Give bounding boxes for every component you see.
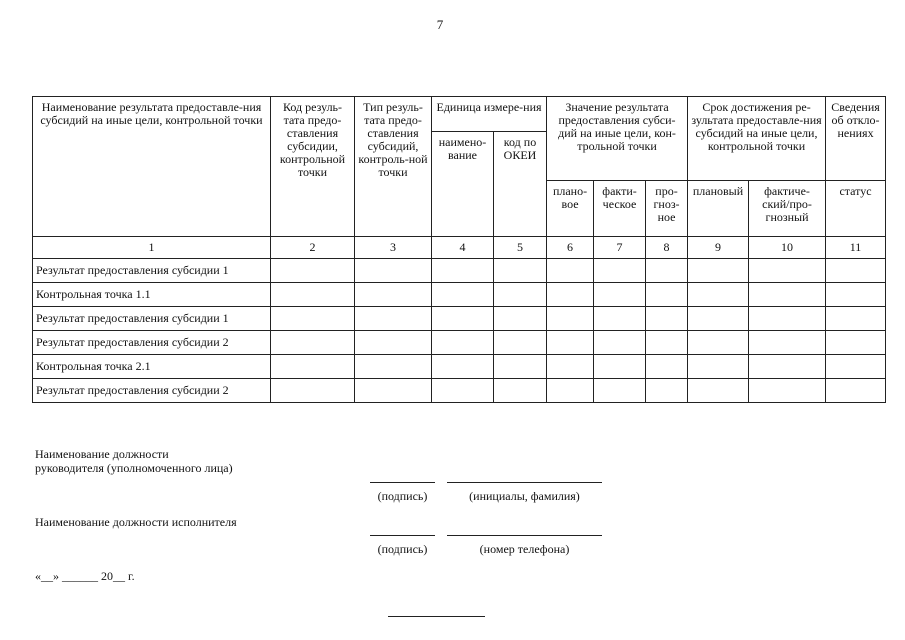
- table-cell[interactable]: [749, 379, 826, 403]
- table-cell[interactable]: [688, 331, 749, 355]
- header-deviation-group: Сведения об откло-нениях: [826, 97, 886, 181]
- table-cell[interactable]: [432, 355, 494, 379]
- row-label: Результат предоставления субсидии 2: [33, 379, 271, 403]
- header-value-actual: факти-ческое: [594, 181, 646, 237]
- header-deadline-planned: плановый: [688, 181, 749, 237]
- table-row: [33, 259, 886, 283]
- table-cell[interactable]: [749, 331, 826, 355]
- table-cell[interactable]: [826, 283, 886, 307]
- table-cell[interactable]: [688, 283, 749, 307]
- table-cell[interactable]: [547, 283, 594, 307]
- table-row: [33, 355, 886, 379]
- footer-separator: [388, 616, 485, 617]
- table-cell[interactable]: [688, 307, 749, 331]
- table-cell[interactable]: [432, 379, 494, 403]
- header-result-type: Тип резуль-тата предо-ставления субсидий, контроль-ной точки: [355, 97, 432, 237]
- date-line[interactable]: «__» ______ 20__ г.: [35, 569, 135, 583]
- table-cell[interactable]: [271, 283, 355, 307]
- table-cell[interactable]: [271, 259, 355, 283]
- head-position-label: [35, 447, 233, 475]
- header-unit-group: Единица измере-ния: [432, 97, 547, 132]
- table-row: [33, 283, 886, 307]
- executor-signature-caption: (подпись): [377, 542, 428, 556]
- row-label: Результат предоставления субсидии 1: [33, 307, 271, 331]
- table-cell[interactable]: [688, 379, 749, 403]
- table-cell[interactable]: [646, 355, 688, 379]
- table-cell[interactable]: [355, 379, 432, 403]
- table-cell[interactable]: [355, 331, 432, 355]
- head-position-line1: Наименование должности: [35, 447, 169, 461]
- table-cell[interactable]: [826, 307, 886, 331]
- table-cell[interactable]: [432, 259, 494, 283]
- table-cell[interactable]: [826, 355, 886, 379]
- header-deviation-status: статус: [826, 181, 886, 237]
- table-cell[interactable]: [749, 355, 826, 379]
- table-cell[interactable]: [749, 307, 826, 331]
- header-deadline-group: Срок достижения ре-зультата предоставле-ния субсидий на иные цели, контрольной точки: [688, 97, 826, 181]
- column-number: 8: [646, 237, 688, 259]
- row-label: Контрольная точка 2.1: [33, 355, 271, 379]
- column-number: 1: [33, 237, 271, 259]
- column-number: 11: [826, 237, 886, 259]
- table-cell[interactable]: [594, 307, 646, 331]
- header-unit-okei: код по ОКЕИ: [494, 132, 547, 237]
- row-label: Контрольная точка 1.1: [33, 283, 271, 307]
- table-cell[interactable]: [355, 283, 432, 307]
- table-cell[interactable]: [646, 259, 688, 283]
- table-cell[interactable]: [594, 259, 646, 283]
- executor-position-label: Наименование должности исполнителя: [35, 515, 237, 529]
- header-unit-name: наимено-вание: [432, 132, 494, 237]
- table-cell[interactable]: [547, 379, 594, 403]
- table-cell[interactable]: [594, 331, 646, 355]
- table-cell[interactable]: [594, 355, 646, 379]
- table-cell[interactable]: [547, 307, 594, 331]
- executor-phone-line[interactable]: [447, 535, 602, 536]
- page-number: 7: [436, 17, 444, 32]
- executor-phone-caption: (номер телефона): [479, 542, 570, 556]
- table-cell[interactable]: [826, 259, 886, 283]
- header-deadline-actual: фактиче-ский/про-гнозный: [749, 181, 826, 237]
- table-cell[interactable]: [826, 331, 886, 355]
- column-number: 5: [494, 237, 547, 259]
- table-cell[interactable]: [494, 259, 547, 283]
- column-number: 6: [547, 237, 594, 259]
- head-signature-caption: (подпись): [377, 489, 428, 503]
- table-cell[interactable]: [594, 379, 646, 403]
- table-cell[interactable]: [547, 331, 594, 355]
- table-row: [33, 379, 886, 403]
- row-label: Результат предоставления субсидии 1: [33, 259, 271, 283]
- table-cell[interactable]: [432, 283, 494, 307]
- header-value-planned: плано-вое: [547, 181, 594, 237]
- table-cell[interactable]: [271, 331, 355, 355]
- table-cell[interactable]: [494, 355, 547, 379]
- table-cell[interactable]: [547, 259, 594, 283]
- table-cell[interactable]: [355, 307, 432, 331]
- table-cell[interactable]: [271, 307, 355, 331]
- column-number: 9: [688, 237, 749, 259]
- column-number: 2: [271, 237, 355, 259]
- column-number: 7: [594, 237, 646, 259]
- head-name-caption: (инициалы, фамилия): [469, 489, 580, 503]
- table-cell[interactable]: [494, 283, 547, 307]
- column-number: 10: [749, 237, 826, 259]
- column-number: 4: [432, 237, 494, 259]
- table-cell[interactable]: [494, 379, 547, 403]
- table-cell[interactable]: [432, 331, 494, 355]
- table-cell[interactable]: [271, 379, 355, 403]
- header-result-code: Код резуль-тата предо-ставления субсидии, контрольной точки: [271, 97, 355, 237]
- report-table: [32, 96, 886, 403]
- table-cell[interactable]: [688, 355, 749, 379]
- table-cell[interactable]: [432, 307, 494, 331]
- table-cell[interactable]: [271, 355, 355, 379]
- table-row: [33, 331, 886, 355]
- row-label: Результат предоставления субсидии 2: [33, 331, 271, 355]
- table-cell[interactable]: [494, 307, 547, 331]
- table-row: [33, 307, 886, 331]
- table-cell[interactable]: [594, 283, 646, 307]
- table-cell[interactable]: [749, 283, 826, 307]
- table-cell[interactable]: [494, 331, 547, 355]
- table-cell[interactable]: [826, 379, 886, 403]
- executor-signature-line[interactable]: [370, 535, 435, 536]
- table-cell[interactable]: [355, 259, 432, 283]
- table-cell[interactable]: [355, 355, 432, 379]
- table-cell[interactable]: [646, 283, 688, 307]
- table-cell[interactable]: [646, 331, 688, 355]
- table-cell[interactable]: [688, 259, 749, 283]
- table-cell[interactable]: [547, 355, 594, 379]
- head-signature-line[interactable]: [370, 482, 435, 483]
- column-number: 3: [355, 237, 432, 259]
- header-value-group: Значение результата предоставления субси-дий на иные цели, кон-трольной точки: [547, 97, 688, 181]
- table-cell[interactable]: [646, 379, 688, 403]
- head-name-line[interactable]: [447, 482, 602, 483]
- head-position-line2: руководителя (уполномоченного лица): [35, 461, 233, 475]
- header-value-forecast: про-гноз-ное: [646, 181, 688, 237]
- column-number-row: [33, 237, 886, 259]
- table-cell[interactable]: [749, 259, 826, 283]
- table-cell[interactable]: [646, 307, 688, 331]
- header-result-name: Наименование результата предоставле-ния субсидий на иные цели, контрольной точки: [33, 97, 271, 237]
